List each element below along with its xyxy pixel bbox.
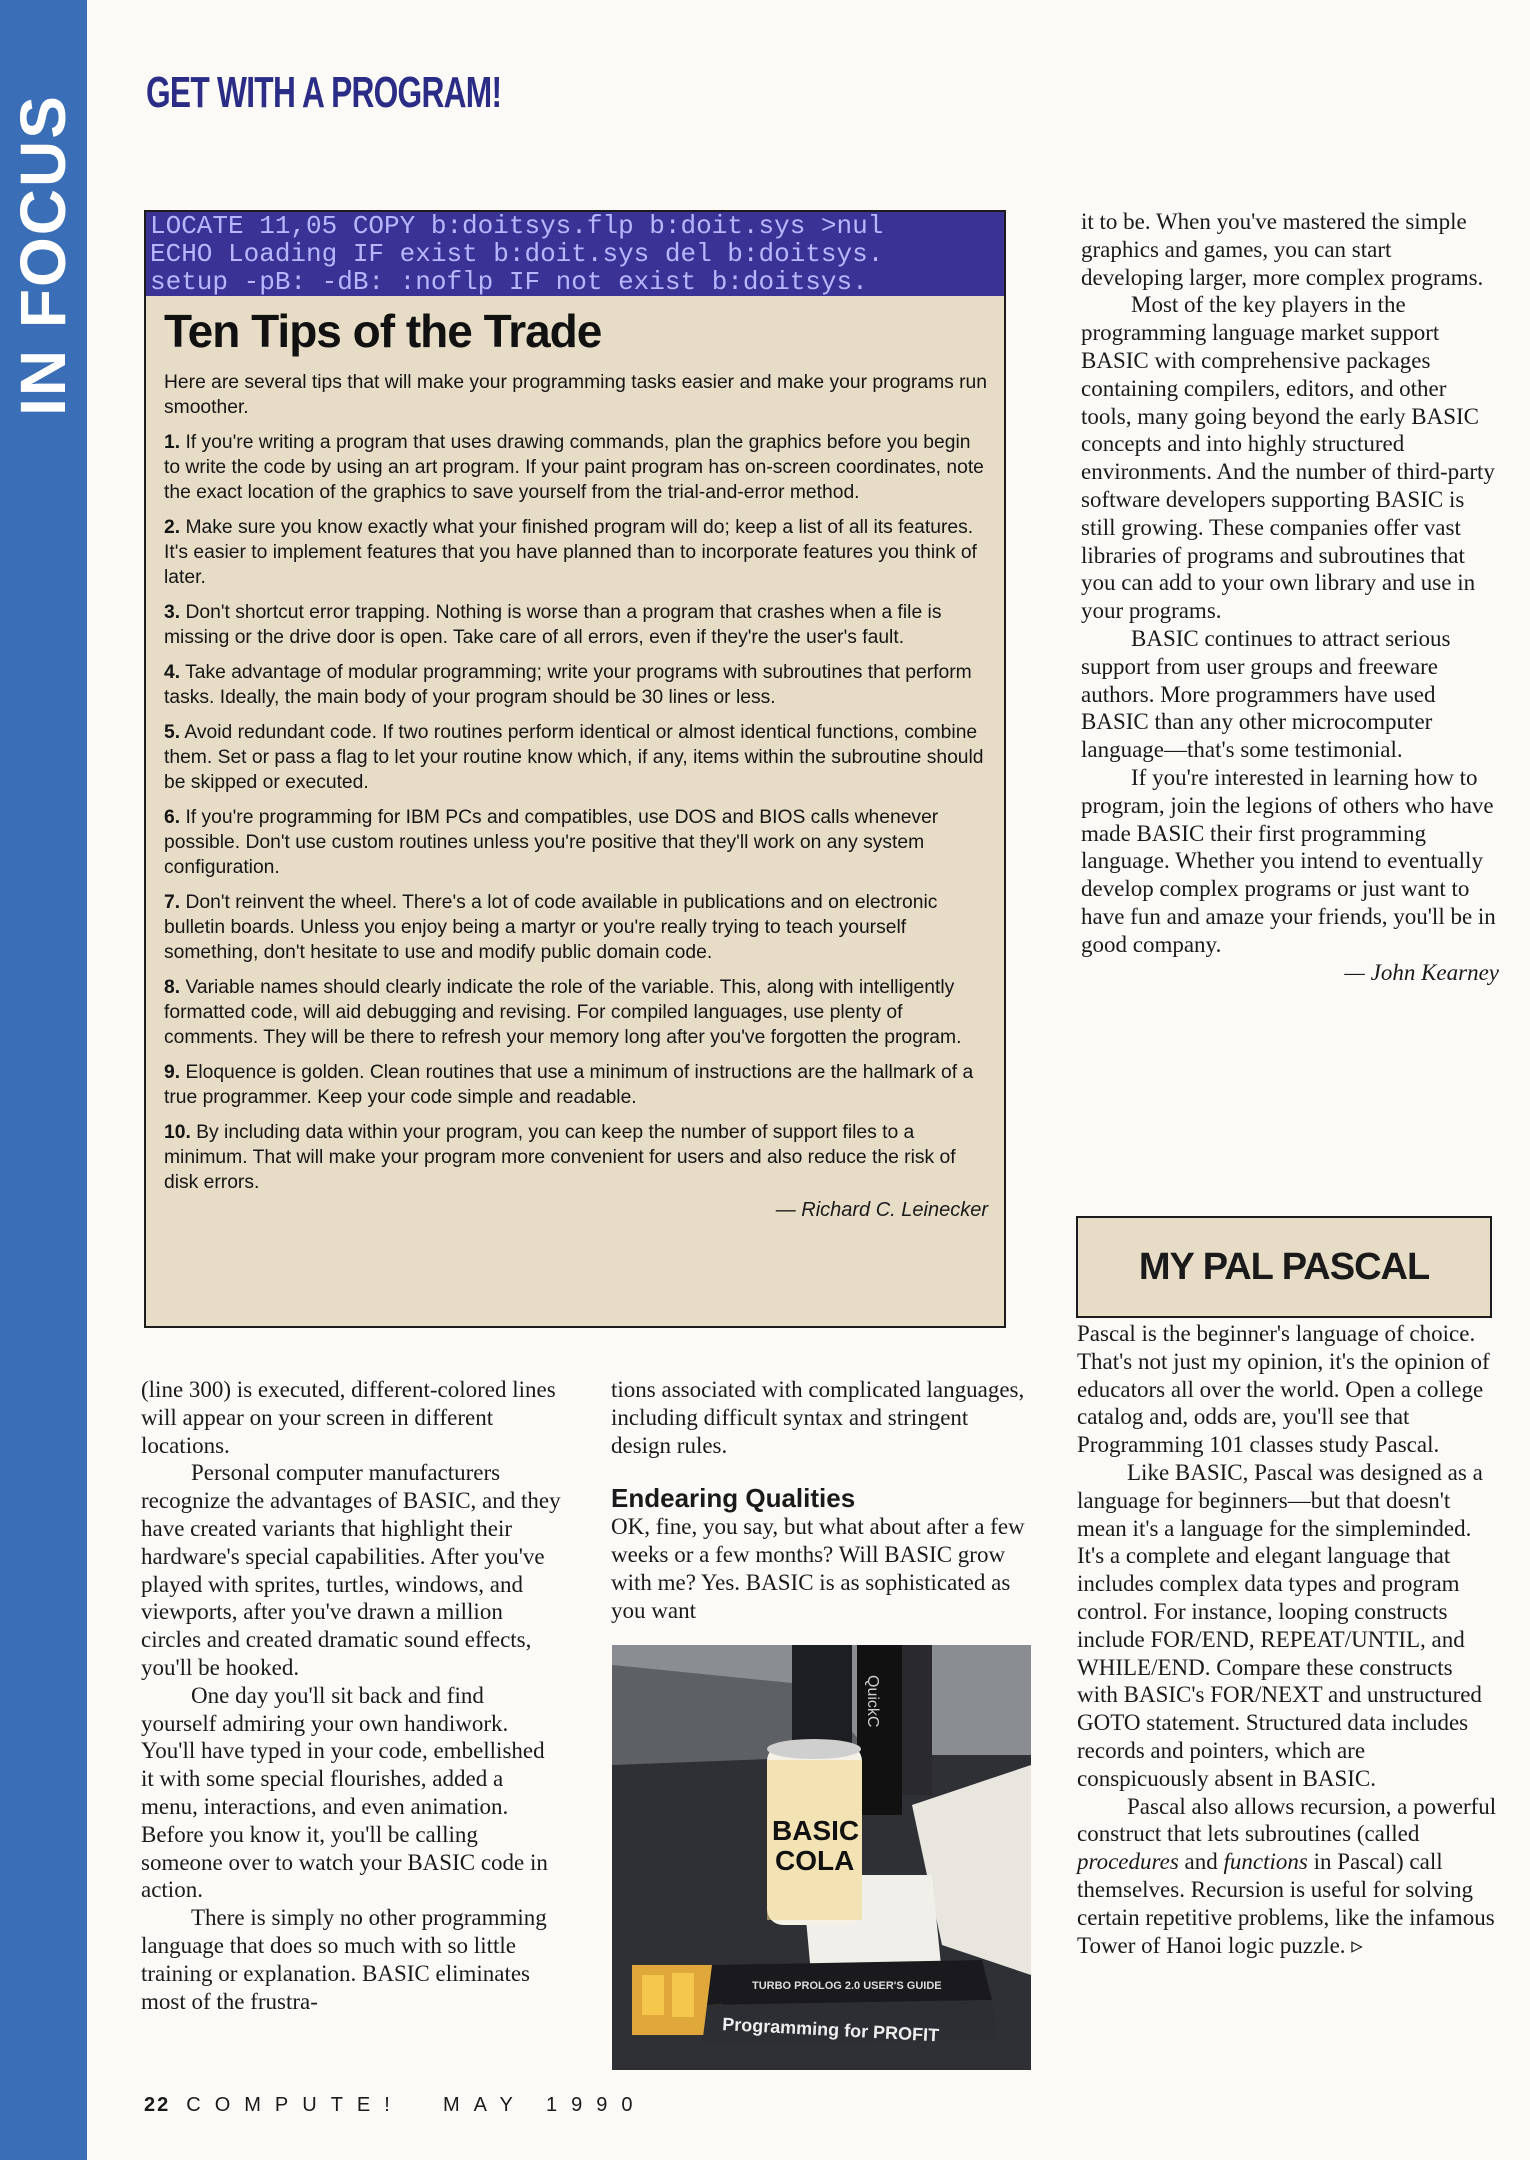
tip-text: Variable names should clearly indicate the role of the variable. This, along with intelligently formatted code, will aid debugging and revising. For compiled languages, use plenty of comments. They will be there to refresh your memory long after you've forgotten the program.: [164, 977, 962, 1048]
section-label: IN FOCUS: [7, 94, 79, 416]
tip-item: [146, 1120, 1004, 1195]
tip-text: Make sure you know exactly what your finished program will do; keep a list of all its features. It's easier to implement features that you have planned than to incorporate features you think of later.: [164, 517, 977, 588]
can-label-line2: COLA: [775, 1845, 855, 1876]
article-column-middle: [611, 1376, 1031, 1625]
tip-number: 3.: [164, 602, 181, 623]
page-number: 22: [144, 2094, 171, 2116]
tip-number: 6.: [164, 807, 181, 828]
tip-item: [146, 430, 1004, 505]
section-subhead: Endearing Qualities: [611, 1483, 856, 1514]
pascal-title: MY PAL PASCAL: [1138, 1245, 1430, 1288]
code-line: LOCATE 11,05 COPY b:doitsys.flp b:doit.sys >nul: [150, 212, 884, 241]
article-paragraph: If you're interested in learning how to program, join the legions of others who have made BASIC their first programming language. Whether you intend to eventually develop complex programs or just want to have fun and amaze your friends, you'll be in good company.: [1081, 764, 1496, 957]
article-paragraph: BASIC continues to attract serious support from user groups and freeware authors. More programmers have used BASIC than any other microcomputer language—that's some testimonial.: [1081, 625, 1451, 763]
tip-number: 4.: [164, 662, 181, 683]
page-footer: [144, 2094, 646, 2117]
tip-text: Eloquence is golden. Clean routines that use a minimum of instructions are the hallmark of a true programmer. Keep your code simple and readable.: [164, 1062, 974, 1108]
tip-number: 5.: [164, 722, 181, 743]
text-run: and: [1178, 1849, 1224, 1875]
tip-item: [146, 720, 1004, 795]
code-line: setup -pB: -dB: :noflp IF not exist b:doitsys.: [150, 267, 868, 296]
text-run: in Pascal) call themselves. Recursion is useful for solving certain repetitive problems, like the infamous Tower of Hanoi logic puzzle.: [1077, 1849, 1495, 1958]
emphasis-text: procedures: [1077, 1849, 1179, 1875]
photo-spine-text: QuickC: [864, 1675, 881, 1728]
tip-item: [146, 975, 1004, 1050]
article-paragraph: Personal computer manufacturers recognize the advantages of BASIC, and they have created variants that highlight their hardware's special capabilities. After you've played with sprites, turtles, windows, and viewports, after you've drawn a million circles and created dramatic sound effects, you'll be hooked.: [141, 1460, 561, 1680]
tips-sidebar-box: [144, 210, 1006, 1328]
tip-text: Don't reinvent the wheel. There's a lot of code available in publications and on electronic bulletin boards. Unless you enjoy being a martyr or you're really trying to teach yourself something, don't hesitate to use and modify public domain code.: [164, 892, 938, 963]
book-top-title: TURBO PROLOG 2.0 USER'S GUIDE: [752, 1980, 942, 1992]
article-column-right: [1081, 208, 1499, 986]
tip-text: By including data within your program, you can keep the number of support files to a minimum. That will make your program more convenient for users and also reduce the risk of disk errors.: [164, 1122, 956, 1193]
pascal-column: [1077, 1320, 1499, 1959]
text-run: Pascal also allows recursion, a powerful construct that lets subroutines (called: [1077, 1793, 1497, 1847]
code-line: ECHO Loading IF exist b:doit.sys del b:doitsys.: [150, 239, 884, 269]
tip-text: If you're writing a program that uses drawing commands, plan the graphics before you begin to write the code by using an art program. If your paint program has on-screen coordinates, note the exact location of the graphics to save yourself from the trial-and-error method.: [164, 432, 984, 503]
tip-text: Avoid redundant code. If two routines perform identical or almost identical functions, combine them. Set or pass a flag to let your routine know which, if any, items within the subroutine should be skipped or executed.: [164, 722, 984, 793]
tip-number: 2.: [164, 517, 181, 538]
article-paragraph: it to be. When you've mastered the simple graphics and games, you can start developing larger, more complex programs.: [1081, 209, 1484, 290]
article-paragraph: tions associated with complicated languages, including difficult syntax and stringent design rules.: [611, 1377, 1025, 1458]
issue-date: MAY 1990: [442, 2094, 647, 2116]
pascal-paragraph: [1077, 1793, 1499, 1960]
tip-text: Don't shortcut error trapping. Nothing is worse than a program that crashes when a file is missing or the drive door is open. Take care of all errors, even if they're the user's fault.: [164, 602, 942, 648]
section-sidebar: [0, 0, 87, 2160]
tip-number: 10.: [164, 1122, 191, 1143]
code-banner: [146, 212, 1004, 296]
pascal-paragraph: Pascal is the beginner's language of choice. That's not just my opinion, it's the opinion of educators all over the world. Open a college catalog and, odds are, you'll see that Programming 101 classes study Pascal.: [1077, 1321, 1490, 1458]
page-headline: GET WITH A PROGRAM!: [146, 68, 502, 117]
pascal-sidebar-heading-box: [1076, 1216, 1492, 1318]
tips-byline: — Richard C. Leinecker: [775, 1199, 988, 1221]
article-paragraph: OK, fine, you say, but what about after a few weeks or a few months? Will BASIC grow with me? Yes. BASIC is as sophisticated as you want: [611, 1514, 1025, 1623]
tip-item: [146, 515, 1004, 590]
magazine-name: COMPUTE!: [186, 2094, 404, 2116]
tip-number: 1.: [164, 432, 181, 453]
tip-text: If you're programming for IBM PCs and compatibles, use DOS and BIOS calls whenever possible. Don't use custom routines unless you're positive that they'll work on any system configuration.: [164, 807, 939, 878]
tip-item: [146, 805, 1004, 880]
tip-number: 7.: [164, 892, 181, 913]
article-paragraph: (line 300) is executed, different-colored lines will appear on your screen in different locations.: [141, 1377, 556, 1458]
emphasis-text: functions: [1223, 1849, 1308, 1875]
tips-title: Ten Tips of the Trade: [164, 305, 602, 357]
article-paragraph: One day you'll sit back and find yourself admiring your own handiwork. You'll have typed in your code, embellished it with some special flourishes, added a menu, interactions, and even animation. Before you know it, you'll be calling someone over to watch your BASIC code in action.: [141, 1682, 548, 1903]
tip-item: [146, 600, 1004, 650]
end-mark-icon: ▹: [1351, 1932, 1363, 1958]
tip-number: 8.: [164, 977, 181, 998]
tip-text: Take advantage of modular programming; write your programs with subroutines that perform tasks. Ideally, the main body of your program should be 30 lines or less.: [164, 662, 972, 708]
tip-item: [146, 660, 1004, 710]
basic-cola-photo: [612, 1645, 1031, 2070]
can-label-line1: BASIC: [772, 1815, 860, 1846]
tip-number: 9.: [164, 1062, 181, 1083]
article-paragraph: There is simply no other programming language that does so much with so little training or explanation. BASIC eliminates most of the frustra-: [141, 1905, 547, 2014]
article-byline: — John Kearney: [1344, 959, 1499, 985]
tip-item: [146, 890, 1004, 965]
article-column-left: [141, 1376, 561, 2015]
tips-intro: Here are several tips that will make your programming tasks easier and make your programs run smoother.: [164, 372, 988, 418]
article-paragraph: Most of the key players in the programming language market support BASIC with comprehensive packages containing compilers, editors, and other tools, many going beyond the early BASIC concepts and into highly structured environments. And the number of third-party software developers supporting BASIC is still growing. These companies offer vast libraries of programs and subroutines that you can add to your own library and use in your programs.: [1081, 292, 1495, 624]
book-bottom-title: Programming for PROFIT: [721, 2014, 940, 2046]
tip-item: [146, 1060, 1004, 1110]
pascal-paragraph: Like BASIC, Pascal was designed as a language for beginners—but that doesn't mean it's a language for the simpleminded. It's a complete and elegant language that includes complex data types and program control. For instance, looping constructs include FOR/END, REPEAT/UNTIL, and WHILE/END. Compare these constructs with BASIC's FOR/NEXT and unstructured GOTO statement. Structured data includes records and pointers, which are conspicuously absent in BASIC.: [1077, 1459, 1483, 1791]
